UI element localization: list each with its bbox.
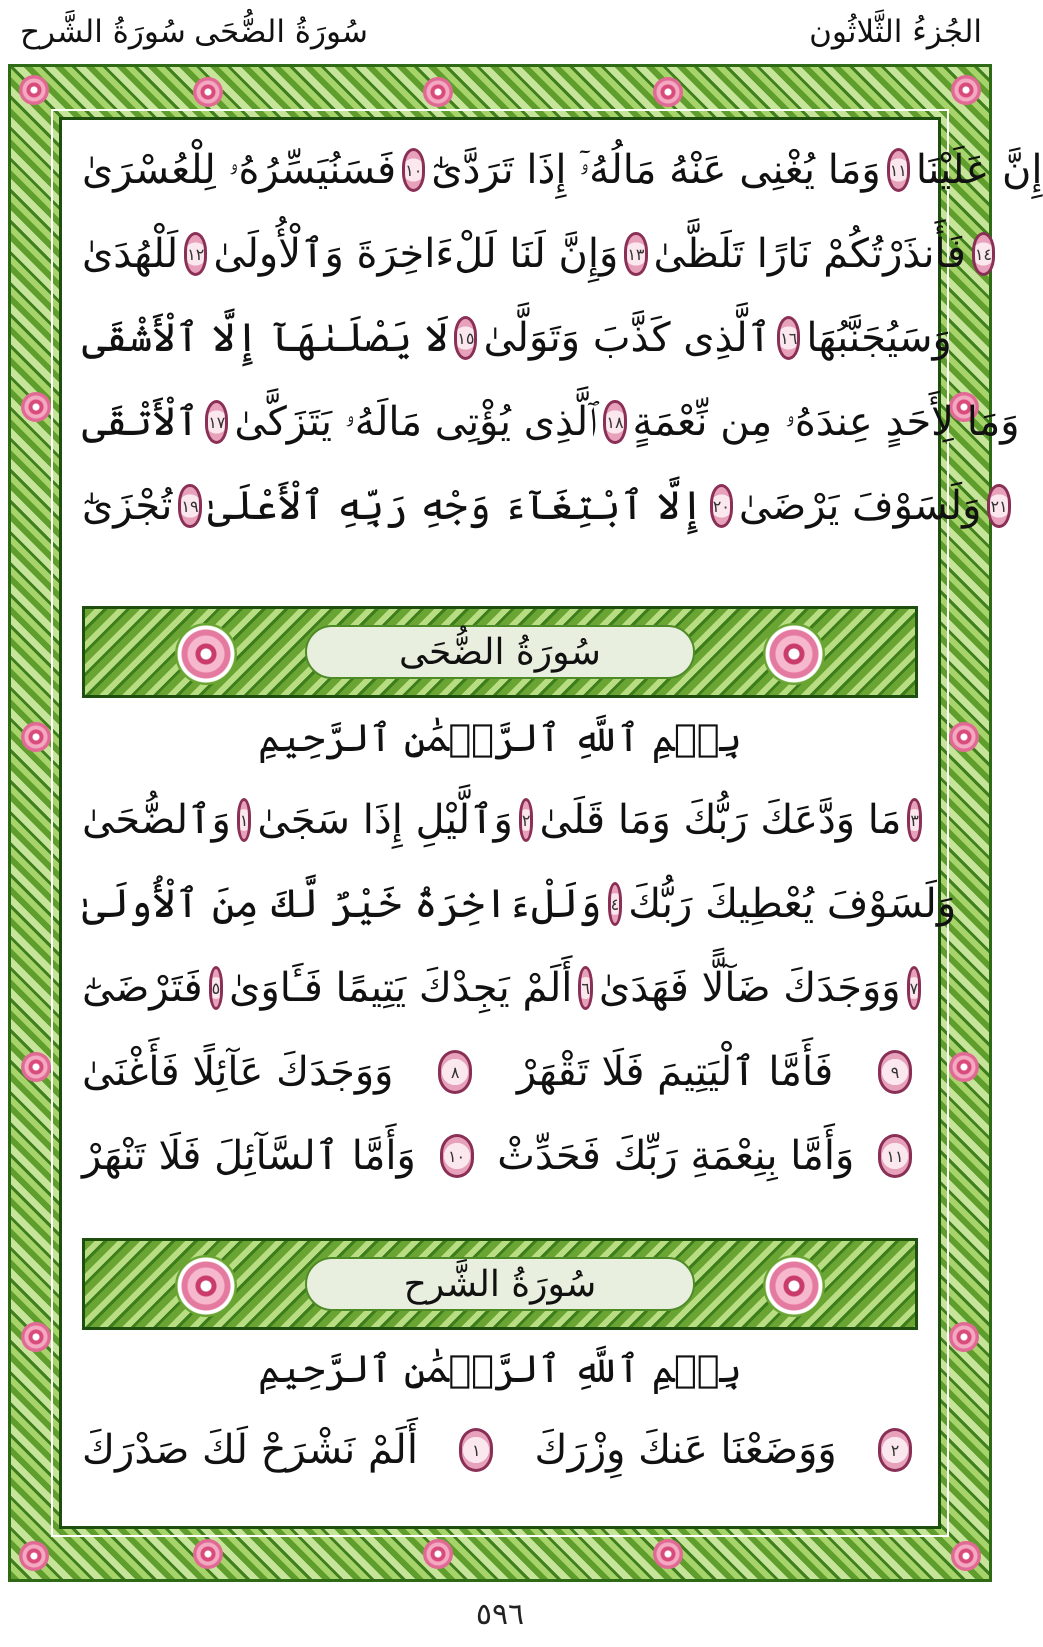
- verse-text: وَلَلْءَاخِرَةُ خَيْرٌ لَّكَ مِنَ ٱلْأُولَىٰ: [82, 881, 602, 927]
- verse-text: مَا وَدَّعَكَ رَبُّكَ وَمَا قَلَىٰ: [539, 797, 902, 843]
- flower-ornament-icon: [21, 1322, 51, 1352]
- verse-text: فَأَنذَرْتُكُمْ نَارًا تَلَظَّىٰ: [653, 231, 966, 277]
- text-line: [82, 1031, 918, 1113]
- flower-ornament-icon: [949, 722, 979, 752]
- text-line: [82, 297, 952, 379]
- verse-text: فَسَنُيَسِّرُهُۥ لِلْعُسْرَىٰ: [82, 147, 397, 193]
- flower-ornament-icon: [193, 77, 223, 107]
- verse-text: ٱلْأَتْقَى: [82, 399, 200, 445]
- basmala-text: بِسۡمِ ٱللَّهِ ٱلرَّحۡمَٰنِ ٱلرَّحِيمِ: [258, 1347, 742, 1391]
- verse-text: لَلْهُدَىٰ: [82, 231, 179, 277]
- verse-text: وَأَمَّا بِنِعْمَةِ رَبِّكَ فَحَدِّثْ: [497, 1133, 855, 1179]
- surah-title: سُورَةُ الشَّرح: [403, 1263, 597, 1305]
- verse-text: وَوَجَدَكَ عَآئِلًا فَأَغْنَىٰ: [82, 1049, 394, 1095]
- ayah-number-marker: ٣: [907, 798, 922, 842]
- verse-text: فَتَرْضَىٰٓ: [82, 965, 203, 1011]
- ayah-number-marker: ٤: [608, 882, 623, 926]
- banner-title-plate: [305, 1257, 695, 1311]
- ayah-number-marker: ٩: [878, 1050, 912, 1094]
- text-line: [82, 129, 1043, 211]
- rosette-icon: [175, 623, 237, 685]
- ayah-number-marker: ٢: [519, 798, 534, 842]
- verse-text: وَسَيُجَنَّبُهَا: [806, 315, 952, 361]
- page-header: [0, 4, 1000, 60]
- page-number: ٥٩٦: [475, 1597, 525, 1632]
- verse-text: إِلَّا ٱبْتِغَآءَ وَجْهِ رَبِّهِ ٱلْأَعْلَىٰ: [207, 483, 704, 529]
- ayah-number-marker: ٢٠: [710, 484, 733, 528]
- rosette-icon: [763, 1255, 825, 1317]
- text-line: [82, 465, 1008, 547]
- text-line: [82, 1115, 918, 1197]
- ayah-number-marker: ١٦: [777, 316, 800, 360]
- ayah-number-marker: ٧: [907, 966, 922, 1010]
- surah-title-banner: [82, 1238, 918, 1330]
- text-line: [82, 1409, 918, 1491]
- flower-ornament-icon: [21, 722, 51, 752]
- ayah-number-marker: ١٠: [440, 1134, 474, 1178]
- ayah-number-marker: ٨: [438, 1050, 472, 1094]
- flower-ornament-icon: [951, 1541, 981, 1571]
- ayah-number-marker: ١١: [878, 1134, 912, 1178]
- ayah-number-marker: ١: [459, 1428, 493, 1472]
- ayah-number-marker: ١٠: [402, 148, 425, 192]
- surah-title: سُورَةُ الضُّحَى: [399, 631, 601, 673]
- ayah-number-marker: ١٧: [205, 400, 228, 444]
- ayah-number-marker: ١٨: [603, 400, 626, 444]
- verse-text: ٱلَّذِى كَذَّبَ وَتَوَلَّىٰ: [483, 315, 772, 361]
- flower-ornament-icon: [951, 75, 981, 105]
- verse-text: أَلَمْ نَشْرَحْ لَكَ صَدْرَكَ: [82, 1427, 418, 1473]
- basmala: [82, 703, 918, 773]
- verse-text: أَلَمْ يَجِدْكَ يَتِيمًا فَـَٔاوَىٰ: [229, 965, 573, 1011]
- ayah-number-marker: ١٩: [178, 484, 201, 528]
- ayah-number-marker: ٥: [209, 966, 224, 1010]
- text-line: [82, 213, 993, 295]
- flower-ornament-icon: [19, 75, 49, 105]
- current-surah-label: سُورَةُ الضُّحَى: [194, 14, 368, 50]
- verse-text: إِنَّ عَلَيْنَا: [915, 147, 1043, 193]
- basmala: [82, 1334, 918, 1404]
- verse-text: وَإِنَّ لَنَا لَلْءَاخِرَةَ وَٱلْأُولَىٰ: [213, 231, 619, 277]
- ayah-number-marker: ١: [237, 798, 252, 842]
- text-line: [82, 863, 957, 945]
- text-line: [82, 779, 918, 861]
- flower-ornament-icon: [423, 77, 453, 107]
- ayah-number-marker: ٢: [878, 1428, 912, 1472]
- surah-title-banner: [82, 606, 918, 698]
- ayah-number-marker: ١٤: [972, 232, 995, 276]
- verse-text: ٱلَّذِى يُؤْتِى مَالَهُۥ يَتَزَكَّىٰ: [234, 399, 598, 445]
- ayah-number-marker: ١٢: [184, 232, 207, 276]
- quran-page: [62, 119, 1043, 1577]
- verse-text: وَمَا لِأَحَدٍ عِندَهُۥ مِن نِّعْمَةٍ: [632, 399, 1020, 445]
- rosette-icon: [175, 1255, 237, 1317]
- ayah-number-marker: ١٣: [624, 232, 647, 276]
- flower-ornament-icon: [21, 1052, 51, 1082]
- next-surah-label: سُورَةُ الشَّرح: [20, 14, 186, 50]
- flower-ornament-icon: [949, 1322, 979, 1352]
- ayah-number-marker: ١١: [887, 148, 910, 192]
- verse-text: وَوَضَعْنَا عَنكَ وِزْرَكَ: [534, 1427, 837, 1473]
- rosette-icon: [763, 623, 825, 685]
- flower-ornament-icon: [21, 392, 51, 422]
- text-line: [82, 947, 918, 1029]
- flower-ornament-icon: [949, 1052, 979, 1082]
- ayah-number-marker: ٢١: [987, 484, 1010, 528]
- verse-text: وَمَا يُغْنِى عَنْهُ مَالُهُۥٓ إِذَا تَرَدَّىٰٓ: [431, 147, 881, 193]
- verse-text: تُجْزَىٰٓ: [82, 483, 173, 529]
- ayah-number-marker: ٦: [578, 966, 593, 1010]
- verse-text: وَأَمَّا ٱلسَّآئِلَ فَلَا تَنْهَرْ: [82, 1133, 416, 1179]
- verse-text: فَأَمَّا ٱلْيَتِيمَ فَلَا تَقْهَرْ: [516, 1049, 834, 1095]
- ayah-number-marker: ١٥: [454, 316, 477, 360]
- banner-title-plate: [305, 625, 695, 679]
- flower-ornament-icon: [19, 1541, 49, 1571]
- verse-text: وَوَجَدَكَ ضَآلًّا فَهَدَىٰ: [599, 965, 901, 1011]
- basmala-text: بِسۡمِ ٱللَّهِ ٱلرَّحۡمَٰنِ ٱلرَّحِيمِ: [258, 716, 742, 760]
- verse-text: وَلَسَوْفَ يَرْضَىٰ: [738, 483, 982, 529]
- verse-text: وَلَسَوْفَ يُعْطِيكَ رَبُّكَ: [628, 881, 957, 927]
- verse-text: وَٱلَّيْلِ إِذَا سَجَىٰ: [257, 797, 513, 843]
- flower-ornament-icon: [653, 77, 683, 107]
- text-line: [82, 381, 1020, 463]
- juz-label: الجُزءُ الثَّلاثُون: [809, 14, 982, 50]
- verse-text: لَا يَصْلَىٰهَآ إِلَّا ٱلْأَشْقَى: [82, 315, 449, 361]
- verse-text: وَٱلضُّحَىٰ: [82, 797, 231, 843]
